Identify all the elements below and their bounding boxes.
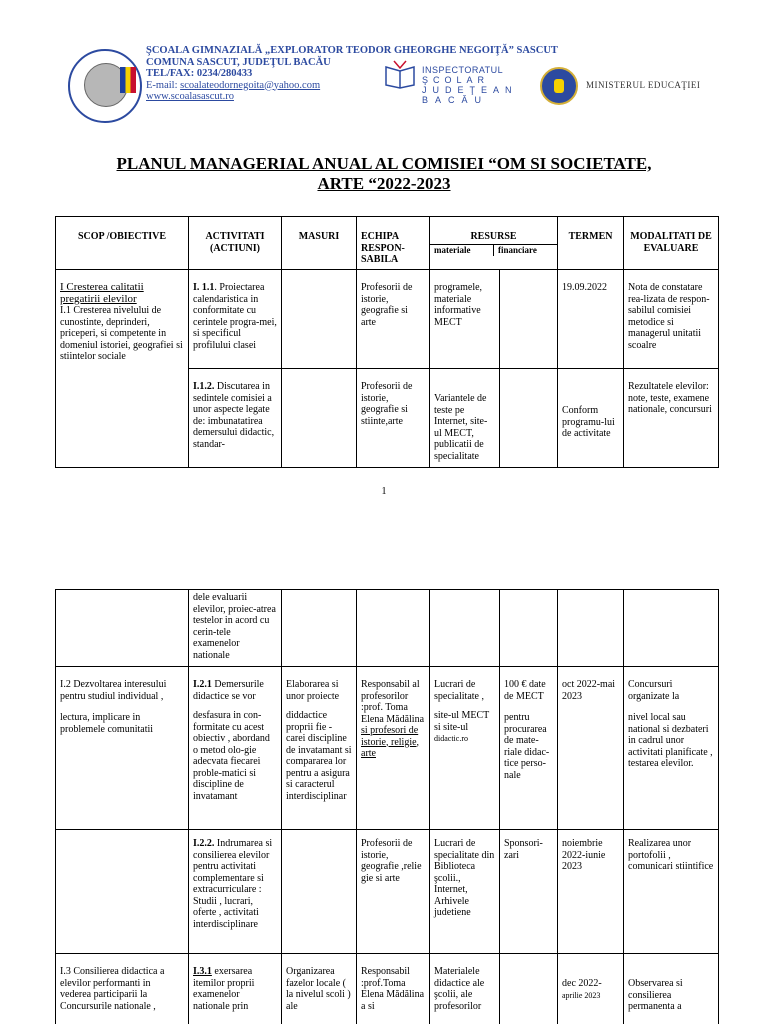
email-label: E-mail:	[146, 79, 178, 91]
flag-icon	[120, 67, 136, 93]
header-activitati: ACTIVITATI (ACTIUNI)	[189, 217, 282, 270]
email-link[interactable]: scoalateodornegoita@yahoo.com	[180, 79, 321, 91]
document-title	[60, 154, 708, 194]
cell-financiare	[500, 270, 558, 369]
termen-text: dec 2022-	[562, 978, 602, 989]
cell-termen	[558, 954, 624, 1024]
header-resurse-title: RESURSE	[430, 217, 557, 245]
cell-scop-i1	[56, 270, 189, 468]
cell-financiare	[500, 954, 558, 1024]
page-number: 1	[381, 486, 387, 497]
inspectorate-logo	[384, 53, 539, 105]
document-page-2	[0, 545, 768, 1024]
cell-empty	[500, 590, 558, 667]
letterhead	[68, 45, 758, 125]
activity-code: I. 1.1	[193, 282, 215, 293]
activity-code: I.2.2.	[193, 838, 215, 849]
scop-title: I Cresterea calitatii pregatirii elevilor	[60, 281, 144, 305]
inspectorate-line4: BACĂU	[422, 95, 489, 105]
cell-masuri: Organizarea fazelor locale ( la nivelul scoli ) ale	[282, 954, 357, 1024]
cell-activitate	[189, 667, 282, 830]
school-name: ŞCOALA GIMNAZIALĂ „EXPLORATOR TEODOR GHEORGHE NEGOIŢĂ” SASCUT	[146, 45, 558, 56]
header-financiare: financiare	[498, 244, 537, 255]
cell-empty	[357, 590, 430, 667]
evaluare-text: Concursuri organizate la	[628, 679, 680, 702]
table-row	[56, 954, 719, 1024]
header-row	[56, 217, 719, 270]
header-echipa: ECHIPA RESPON-SABILA	[357, 217, 430, 270]
cell-echipa: Profesorii de istorie, geografie si stiinte,arte	[357, 369, 430, 468]
page-gap	[0, 530, 768, 545]
ministry-name: MINISTERUL EDUCAŢIEI	[586, 80, 701, 90]
cell-evaluare: Nota de constatare rea-lizata de respon-sabilul comisiei metodice si managerul unitatii scoalre	[624, 270, 719, 369]
cell-masuri	[282, 369, 357, 468]
cell-termen: noiembrie 2022-iunie 2023	[558, 830, 624, 954]
plan-table-page2	[55, 589, 719, 1024]
masuri-text-2: diddactice proprii fie - carei discipline de invatamant si compararea lor pentru a asigura si caracterul interdisciplinar	[286, 710, 352, 802]
cell-materiale: Variantele de teste pe Internet, site-ul MECT, publicatii de specialitate	[430, 369, 500, 468]
plan-table-page1	[55, 216, 719, 468]
cell-termen: Conform programu-lui de activitate	[558, 369, 624, 468]
ministry-seal-icon	[540, 67, 578, 105]
materiale-text-2: site-ul MECT si site-ul	[434, 710, 490, 733]
inspectorate-line1: INSPECTORATUL	[422, 65, 504, 75]
cell-masuri	[282, 667, 357, 830]
ministry-logo	[540, 67, 720, 107]
school-phone: TEL/FAX: 0234/280433	[146, 68, 253, 79]
cell-masuri	[282, 270, 357, 369]
activity-code: I.2.1	[193, 679, 212, 690]
table-row	[56, 667, 719, 830]
cell-echipa	[357, 667, 430, 830]
title-line1: PLANUL MANAGERIAL ANUAL AL COMISIEI “OM SI SOCIETATE,	[116, 154, 652, 173]
cell-echipa: Profesorii de istorie, geografie ,relie gie si arte	[357, 830, 430, 954]
cell-empty	[282, 590, 357, 667]
cell-evaluare: Observarea si consilierea permanenta a	[624, 954, 719, 1024]
cell-termen: oct 2022-mai 2023	[558, 667, 624, 830]
header-resurse	[430, 217, 558, 270]
cell-evaluare	[624, 667, 719, 830]
cell-activitate	[189, 369, 282, 468]
cell-echipa: Responsabil :prof.Toma Elena Mădălina a si	[357, 954, 430, 1024]
activity-code: I.3.1	[193, 966, 212, 977]
header-termen: TERMEN	[558, 217, 624, 270]
cell-activitate	[189, 830, 282, 954]
book-icon	[384, 59, 416, 89]
financiare-text: 100 € date de MECT	[504, 679, 546, 702]
activity-text: Demersurile didactice se vor	[193, 679, 264, 702]
table-row	[56, 590, 719, 667]
cell-termen: 19.09.2022	[558, 270, 624, 369]
activity-text: . Proiectarea calendaristica in conformitate cu cerintele progra-mei, si specificul profilului clasei	[193, 282, 277, 351]
cell-empty	[430, 590, 500, 667]
activity-text-2: desfasura in con-formitate cu acest obiectiv , abordand o metod olo-gie adecvata fiecarei proble-matici si discipline de invatamant	[193, 710, 270, 802]
termen-text-2: aprilie 2023	[562, 990, 601, 1000]
website-link[interactable]: www.scoalasascut.ro	[146, 91, 234, 102]
activity-text: Discutarea in sedintele comisiei a unor aspecte legate de: imbunatatirea demersului didactic, standar-	[193, 381, 275, 450]
cell-masuri	[282, 830, 357, 954]
cell-echipa: Profesorii de istorie, geografie si arte	[357, 270, 430, 369]
title-line2: ARTE “2022-2023	[317, 174, 451, 193]
materiale-text-3: didactic.ro	[434, 734, 468, 743]
header-modalitati: MODALITATI DE EVALUARE	[624, 217, 719, 270]
scop-text: I.2 Dezvoltarea interesului pentru studiul individual ,	[60, 679, 167, 702]
financiare-text-2: pentru procurarea de mate-riale didac-tice perso-nale	[504, 712, 550, 781]
evaluare-text-2: nivel local sau national si dezbateri in cadrul unor activitati planificate , testarea elevilor.	[628, 712, 713, 769]
cell-empty	[56, 830, 189, 954]
activity-text: Indrumarea si consilierea elevilor pentru activitati complementare si extracurriculare : Studii , lucrari, oferte , activitati interdisciplinare	[193, 838, 273, 930]
header-masuri: MASURI	[282, 217, 357, 270]
school-logo	[68, 49, 142, 123]
materiale-text: Lucrari de specialitate ,	[434, 679, 484, 702]
cell-empty	[624, 590, 719, 667]
activity-text: exersarea itemilor proprii examenelor nationale prin	[193, 966, 255, 1012]
cell-evaluare: Realizarea unor portofolii , comunicari stiintifice	[624, 830, 719, 954]
cell-empty	[56, 590, 189, 667]
cell-financiare: Sponsori-zari	[500, 830, 558, 954]
cell-materiale: programele, materiale informative MECT	[430, 270, 500, 369]
cell-activitate	[189, 270, 282, 369]
cell-empty	[558, 590, 624, 667]
cell-materiale	[430, 667, 500, 830]
table-row	[56, 830, 719, 954]
cell-scop-i3: I.3 Consilierea didactica a elevilor performanti in vederea participarii la Concursurile nationale ,	[56, 954, 189, 1024]
cell-materiale: Lucrari de specialitate din Biblioteca şcolii., Internet, Arhivele judetiene	[430, 830, 500, 954]
echipa-text: Responsabil al profesorilor :prof. Toma Elena Mădălina	[361, 679, 425, 725]
scop-body: I.1 Cresterea nivelului de cunostinte, deprinderi, priceperi, si competente in domeniul istoriei, geografiei si stiintelor sociale	[60, 305, 183, 362]
header-materiale: materiale	[430, 245, 494, 257]
school-commune: COMUNA SASCUT, JUDEŢUL BACĂU	[146, 56, 331, 68]
table-row	[56, 270, 719, 369]
inspectorate-line3: JUDEŢEAN	[422, 85, 518, 95]
activity-code: I.1.2.	[193, 381, 215, 392]
cell-activitate	[189, 954, 282, 1024]
header-scop: SCOP /OBIECTIVE	[56, 217, 189, 270]
cell-scop-i2	[56, 667, 189, 830]
cell-evaluare: Rezultatele elevilor: note, teste, examene nationale, concursuri	[624, 369, 719, 468]
cell-activitate-continuare: dele evaluarii elevilor, proiec-atrea testelor in acord cu cerin-tele examenelor nationale	[189, 590, 282, 667]
inspectorate-line2: ŞCOLAR	[422, 75, 490, 85]
cell-materiale: Materialele didactice ale şcolii, ale profesorilor	[430, 954, 500, 1024]
cell-financiare	[500, 369, 558, 468]
scop-text-2: lectura, implicare in problemele comunitatii	[60, 712, 154, 735]
masuri-text: Elaborarea si unor proiecte	[286, 679, 340, 702]
cell-financiare	[500, 667, 558, 830]
echipa-text-underlined: si profesori de istorie, religie, arte	[361, 725, 420, 759]
